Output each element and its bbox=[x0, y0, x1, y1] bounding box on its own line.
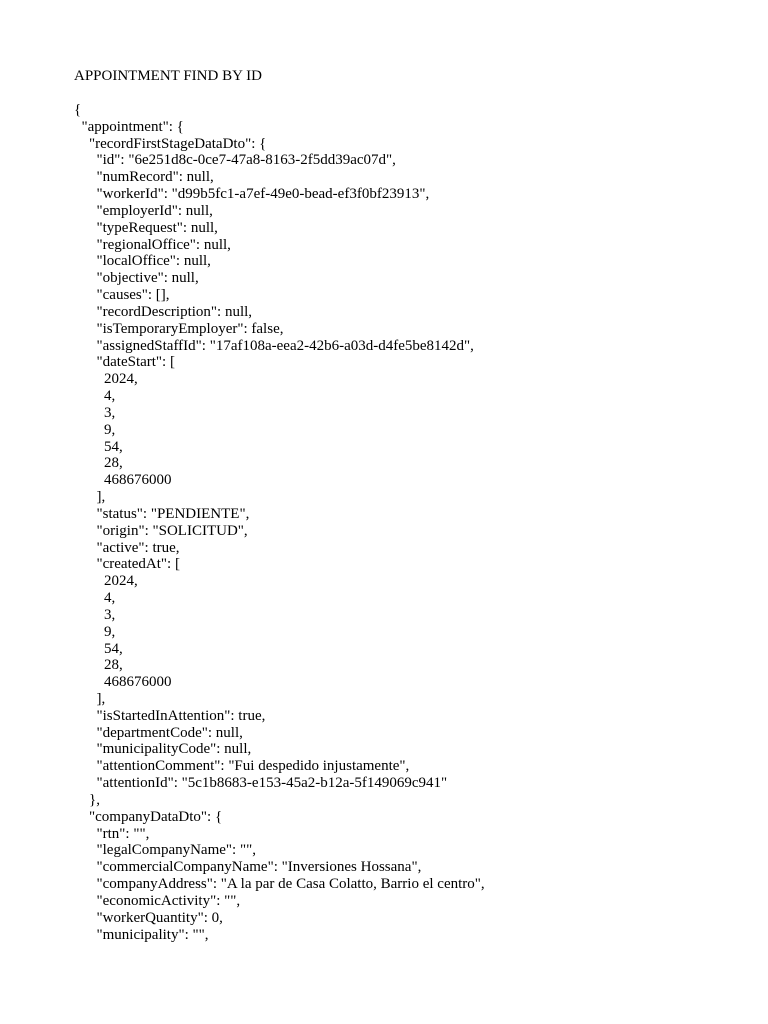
code-line: "companyAddress": "A la par de Casa Colatto, Barrio el centro", bbox=[74, 876, 485, 893]
code-line: ], bbox=[74, 489, 106, 506]
code-line: 4, bbox=[74, 388, 116, 405]
code-line: "isTemporaryEmployer": false, bbox=[74, 320, 284, 337]
code-line: "recordFirstStageDataDto": { bbox=[74, 135, 267, 152]
code-line: "typeRequest": null, bbox=[74, 219, 218, 236]
code-line: 54, bbox=[74, 640, 123, 657]
code-line: ], bbox=[74, 690, 106, 707]
code-line: 54, bbox=[74, 438, 123, 455]
code-line: "status": "PENDIENTE", bbox=[74, 505, 250, 522]
document-page bbox=[74, 68, 734, 943]
document-title: APPOINTMENT FIND BY ID bbox=[74, 68, 262, 84]
code-line: "recordDescription": null, bbox=[74, 303, 253, 320]
code-line: { bbox=[74, 102, 82, 118]
code-line: "regionalOffice": null, bbox=[74, 236, 231, 253]
code-line: "dateStart": [ bbox=[74, 354, 175, 371]
code-line: "workerQuantity": 0, bbox=[74, 909, 223, 926]
code-line: "objective": null, bbox=[74, 270, 199, 287]
code-line: "id": "6e251d8c-0ce7-47a8-8163-2f5dd39ac07d", bbox=[74, 152, 396, 169]
code-line: "isStartedInAttention": true, bbox=[74, 707, 266, 724]
code-line: 28, bbox=[74, 657, 123, 674]
code-line: "active": true, bbox=[74, 539, 180, 556]
code-line: "causes": [], bbox=[74, 287, 170, 304]
code-line: "departmentCode": null, bbox=[74, 724, 243, 741]
code-line: "companyDataDto": { bbox=[74, 808, 223, 825]
code-line: 28, bbox=[74, 455, 123, 472]
code-line: "workerId": "d99b5fc1-a7ef-49e0-bead-ef3f0bf23913", bbox=[74, 186, 430, 203]
code-line: 468676000 bbox=[74, 472, 172, 489]
code-line: "municipalityCode": null, bbox=[74, 741, 252, 758]
code-line: "economicActivity": "", bbox=[74, 892, 241, 909]
code-line: "appointment": { bbox=[74, 118, 184, 135]
code-line: "rtn": "", bbox=[74, 825, 150, 842]
code-line: 4, bbox=[74, 590, 116, 607]
code-line: "attentionId": "5c1b8683-e153-45a2-b12a-5f149069c941" bbox=[74, 775, 448, 792]
code-line: 9, bbox=[74, 623, 116, 640]
code-line: "legalCompanyName": "", bbox=[74, 842, 256, 859]
code-line: 468676000 bbox=[74, 674, 172, 691]
code-line: 9, bbox=[74, 421, 116, 438]
code-line: }, bbox=[74, 791, 100, 808]
code-line: 2024, bbox=[74, 573, 138, 590]
code-line: "numRecord": null, bbox=[74, 169, 214, 186]
code-line: "origin": "SOLICITUD", bbox=[74, 522, 248, 539]
code-line: "createdAt": [ bbox=[74, 556, 180, 573]
code-line: "commercialCompanyName": "Inversiones Hossana", bbox=[74, 859, 422, 876]
code-line: "localOffice": null, bbox=[74, 253, 211, 270]
code-line: 3, bbox=[74, 606, 116, 623]
code-line: 3, bbox=[74, 404, 116, 421]
code-line: "assignedStaffId": "17af108a-eea2-42b6-a03d-d4fe5be8142d", bbox=[74, 337, 474, 354]
code-line: "employerId": null, bbox=[74, 202, 213, 219]
json-code-block bbox=[74, 102, 734, 943]
code-line: "municipality": "", bbox=[74, 926, 209, 943]
code-line: "attentionComment": "Fui despedido injustamente", bbox=[74, 758, 410, 775]
code-line: 2024, bbox=[74, 371, 138, 388]
